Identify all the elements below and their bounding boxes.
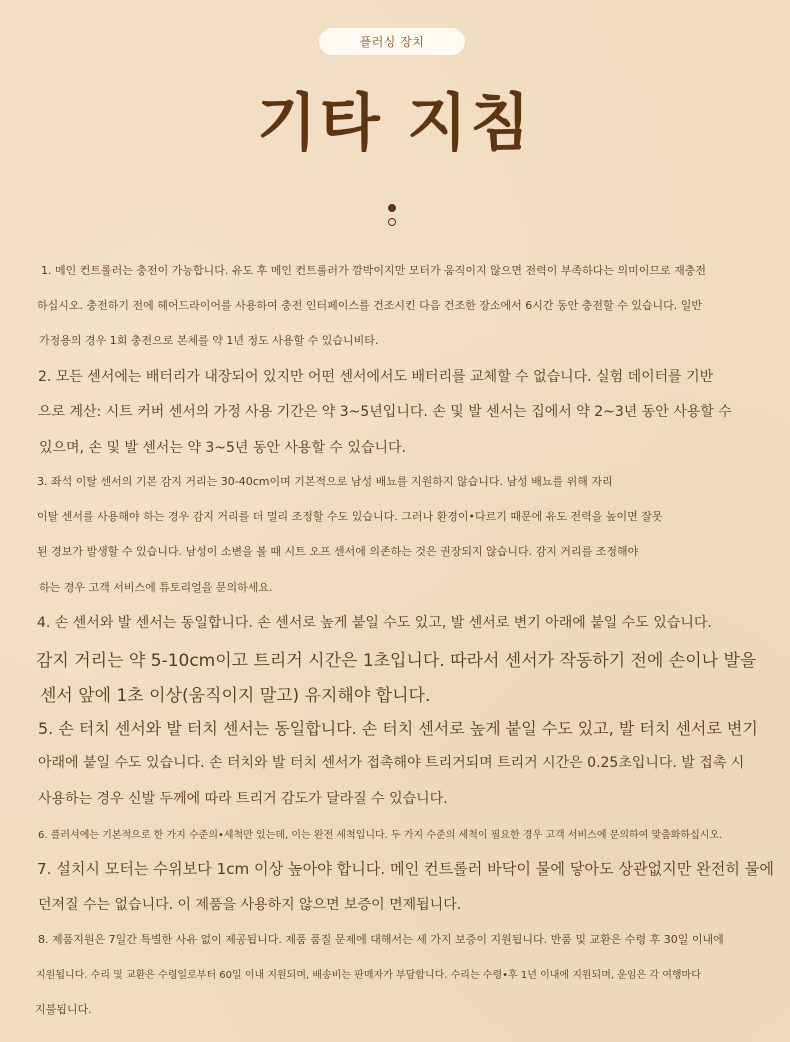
dot-inactive-icon [388,218,396,226]
instruction-line-3: 하는 경우 고객 서비스에 튜토리얼을 문의하세요. [39,581,273,594]
instruction-line-4: 감지 거리는 약 5-10cm이고 트리거 시간은 1초입니다. 따라서 센서가 작동하기 전에 손이나 발을 [36,651,757,671]
instruction-line-2: 으로 계산: 시트 커버 센서의 가정 사용 기간은 약 3~5년입니다. 손 및 발 센서는 집에서 약 2~3년 동안 사용할 수 [38,404,732,420]
instruction-line-7: 7. 설치시 모터는 수위보다 1cm 이상 높아야 합니다. 메인 컨트롤러 바닥이 물에 닿아도 상관없지만 완전히 물에 [37,860,774,878]
instruction-line-6: 6. 플러셔에는 기본적으로 한 가지 수준의•세척만 있는데, 이는 완전 세척입니다. 두 가지 수준의 세척이 필요한 경우 고객 서비스에 문의하여 맞춤화하십시오. [38,830,723,841]
page-title: 기타 지침 [256,86,534,159]
instruction-line-4: 센서 앞에 1초 이상(움직이지 말고) 유지해야 합니다. [40,686,431,706]
instruction-line-8: 지원됩니다. 수리 및 교환은 수령일로부터 60일 이내 지원되며, 배송비는 판매자가 부담합니다. 수리는 수령•후 1년 이내에 지원되며, 운임은 각 여행마다 [36,970,701,981]
instruction-line-3: 된 경보가 발생할 수 있습니다. 남성이 소변을 볼 때 시트 오프 센서에 의존하는 것은 권장되지 않습니다. 감지 거리를 조정해야 [37,545,639,558]
instruction-line-5: 사용하는 경우 신발 두께에 따라 트리거 감도가 달라질 수 있습니다. [38,791,448,807]
dot-active-icon [388,204,396,212]
instruction-line-1: 1. 메인 컨트롤러는 충전이 가능합니다. 유도 후 메인 컨트롤러가 깜박이지만 모터가 움직이지 않으면 전력이 부족하다는 의미이므로 재충전 [41,264,706,277]
instruction-line-8: 8. 제품지원은 7일간 특별한 사유 없이 제공됩니다. 제품 품질 문제에 대해서는 세 가지 보증이 지원됩니다. 반품 및 교환은 수령 후 30일 이내에 [38,933,724,946]
pagination-dots [385,204,399,230]
instruction-line-8: 지불됩니다. [35,1003,92,1016]
instruction-line-3: 3. 좌석 이탈 센서의 기본 감지 거리는 30-40cm이며 기본적으로 남성 배뇨를 지원하지 않습니다. 남성 배뇨를 위해 자리 [37,475,613,488]
instruction-line-2: 2. 모든 센서에는 배터리가 내장되어 있지만 어떤 센서에서도 배터리를 교체할 수 없습니다. 실험 데이터를 기반 [38,369,714,385]
instruction-line-2: 있으며, 손 및 발 센서는 약 3~5년 동안 사용할 수 있습니다. [39,440,406,456]
instruction-line-7: 던져질 수는 없습니다. 이 제품을 사용하지 않으면 보증이 면제됩니다. [38,897,462,913]
instruction-line-5: 아래에 붙일 수도 있습니다. 손 터치와 발 터치 센서가 접촉해야 트리거되며 트리거 시간은 0.25초입니다. 발 접촉 시 [38,755,745,771]
instruction-line-1: 하십시오. 충전하기 전에 헤어드라이어를 사용하여 충전 인터페이스를 건조시킨 다음 건조한 장소에서 6시간 동안 충전할 수 있습니다. 일반 [37,299,702,312]
category-tag: 플러싱 장치 [319,28,465,55]
instruction-line-1: 가정용의 경우 1회 충전으로 본체를 약 1년 정도 사용할 수 있습니비타. [39,334,379,347]
instruction-line-5: 5. 손 터치 센서와 발 터치 센서는 동일합니다. 손 터치 센서로 높게 붙일 수도 있고, 발 터치 센서로 변기 [38,719,758,738]
instruction-line-4: 4. 손 센서와 발 센서는 동일합니다. 손 센서로 높게 붙일 수도 있고, 발 센서로 변기 아래에 붙일 수도 있습니다. [37,615,712,631]
instruction-line-3: 이탈 센서를 사용해야 하는 경우 감지 거리를 더 멀리 조정할 수도 있습니다. 그러나 환경이•다르기 때문에 유도 전력을 높이면 잘못 [37,510,663,523]
